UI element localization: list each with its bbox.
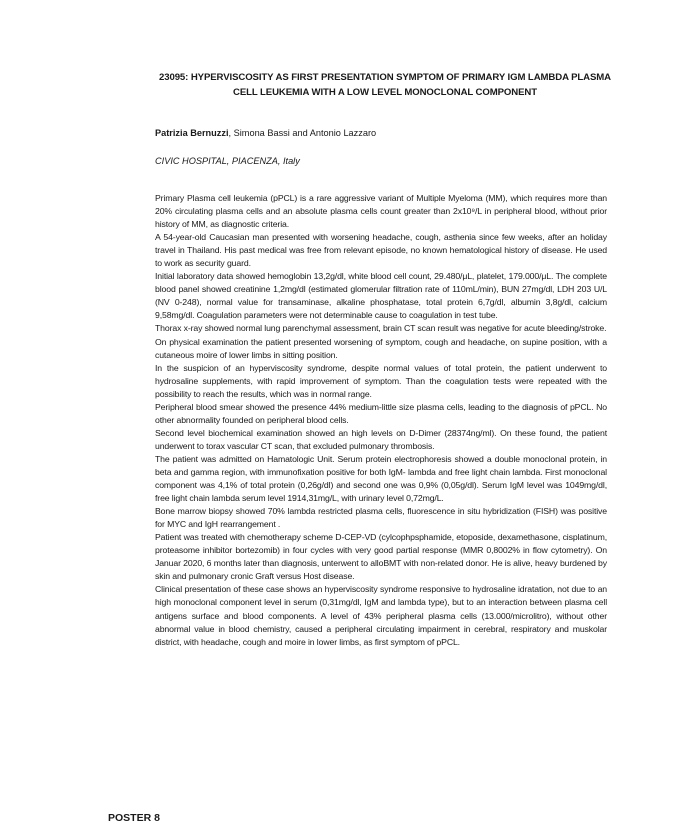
paragraph-laboratory: Initial laboratory data showed hemoglobin 13,2g/dl, white blood cell count, 29.480/μL, platelet, 179.000/μL. The complete blood panel showed creatinine 1,2mg/dl (estimated glomerular filtration rate of 110mL/min), BUN 27mg/dl, LDH 203 U/L (NV 0-248), normal value for transaminase, alkaline phosphatase, total protein 6,7g/dl, albumin 3,8g/dl, calcium 9,58mg/dl. Coagulation parameters were not determinable cause to coagulation in test tube. [155, 271, 607, 321]
paragraph-blood-smear: Peripheral blood smear showed the presence 44% medium-little size plasma cells, leading to the diagnosis of pPCL. No other abnormality founded on peripheral blood cells. [155, 401, 607, 425]
presenting-author: Patrizia Bernuzzi [155, 128, 229, 138]
poster-label: POSTER 8 [108, 812, 160, 824]
paragraph-electrophoresis: The patient was admitted on Hamatologic Unit. Serum protein electrophoresis showed a double monoclonal protein, in beta and gamma region, with immunofixation positive for both IgM- lambda and free light chain lambda. First monoclonal component was 4,1% of total protein (0,26g/dl) and second one was 0,9% (0,05g/dl). Serum IgM level was 1049mg/dl, free light chain lambda serum level 1914,31mg/L, with urinary level 0,72mg/L. [155, 453, 607, 504]
affiliation: CIVIC HOSPITAL, PIACENZA, Italy [155, 156, 300, 166]
paragraph-conclusion: Clinical presentation of these case shows an hyperviscosity syndrome responsive to hydrosaline idratation, not due to an high monoclonal component level in serum (0,31mg/dl, IgM and lambda type), but to an interaction between plasma cell antigens surface and blood components. A level of 43% peripheral plasma cells (13.000/microlitro), without other abnormal value in blood chemistry, caused a peripheral circulating impairment in cerebral, respiratory and muskolar district, with headache, cough and moire in lower limbs, as first symptom of pPCL. [155, 584, 607, 647]
paragraph-biochemistry: Second level biochemical examination showed an high levels on D-Dimer (28374ng/ml). On these found, the patient underwent to torax vascular CT scan, that excluded pulmonary thrombosis. [155, 427, 607, 451]
paragraph-presentation: A 54-year-old Caucasian man presented with worsening headache, cough, asthenia since few weeks, after an holiday travel in Thailand. His past medical was free from relevant episode, no known hematological history of disease. He used to work as security guard. [155, 232, 607, 269]
co-authors: , Simona Bassi and Antonio Lazzaro [228, 128, 377, 138]
paragraph-physical-exam: On physical examination the patient presented worsening of symptom, cough and headache, on supine position, with a cutaneous moire of lower limbs in sitting position. [155, 336, 607, 360]
paragraph-hyperviscosity: In the suspicion of an hyperviscosity syndrome, despite normal values of total protein, the patient underwent to hydrosaline supplements, with rapid improvement of symptom. Than the coagulation tests were repeated with the possibility to reach the results, which was in normal range. [155, 362, 607, 399]
paragraph-imaging: Thorax x-ray showed normal lung parenchymal assessment, brain CT scan result was negative for acute bleeding/stroke. [155, 323, 607, 334]
abstract-body [155, 192, 607, 649]
paragraph-bone-marrow: Bone marrow biopsy showed 70% lambda restricted plasma cells, fluorescence in situ hybridization (FISH) was positive for MYC and IgH rearrangement . [155, 506, 607, 530]
paragraph-definition: Primary Plasma cell leukemia (pPCL) is a rare aggressive variant of Multiple Myeloma (MM), which requires more than 20% circulating plasma cells and an absolute plasma cells count greater than 2x10⁹/L in peripheral blood, without prior history of MM, as diagnostic criteria. [155, 193, 607, 230]
paragraph-treatment: Patient was treated with chemotherapy scheme D-CEP-VD (cylcophpsphamide, etoposide, dexamethasone, cisplatinum, proteasome inhibitor bortezomib) in four cycles with very good partial response (MMR 0,8002% in flow cytometry). On Januar 2020, 6 months later than diagnosis, unterwent to alloBMT with non-related donor. He is alive, heavy burdened by skin and pulmonary cronic Graft versus Host disease. [155, 532, 607, 582]
abstract-title: 23095: HYPERVISCOSITY AS FIRST PRESENTATION SYMPTOM OF PRIMARY IGM LAMBDA PLASMA CELL LEUKEMIA WITH A LOW LEVEL MONOCLONAL COMPONENT [158, 72, 612, 98]
author-list [155, 127, 376, 140]
